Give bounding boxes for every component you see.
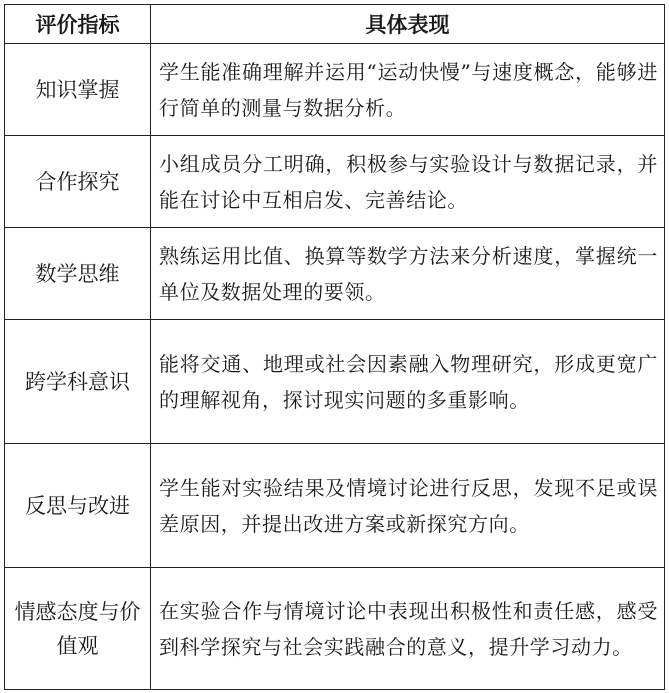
detail-cell: 在实验合作与情境讨论中表现出积极性和责任感，感受到科学探究与社会实践融合的意义，提升学习动力。 bbox=[151, 568, 665, 690]
table-row bbox=[5, 228, 665, 320]
detail-cell: 学生能对实验结果及情境讨论进行反思，发现不足或误差原因，并提出改进方案或新探究方向。 bbox=[151, 444, 665, 568]
detail-cell: 学生能准确理解并运用“运动快慢”与速度概念，能够进行简单的测量与数据分析。 bbox=[151, 44, 665, 136]
indicator-cell: 情感态度与价值观 bbox=[5, 568, 151, 690]
detail-cell: 熟练运用比值、换算等数学方法来分析速度，掌握统一单位及数据处理的要领。 bbox=[151, 228, 665, 320]
header-detail: 具体表现 bbox=[151, 5, 665, 44]
indicator-cell: 合作探究 bbox=[5, 136, 151, 228]
table-header bbox=[5, 5, 665, 44]
indicator-cell: 数学思维 bbox=[5, 228, 151, 320]
detail-cell: 小组成员分工明确，积极参与实验设计与数据记录，并能在讨论中互相启发、完善结论。 bbox=[151, 136, 665, 228]
indicator-cell: 反思与改进 bbox=[5, 444, 151, 568]
table-row bbox=[5, 320, 665, 444]
header-indicator: 评价指标 bbox=[5, 5, 151, 44]
detail-cell: 能将交通、地理或社会因素融入物理研究，形成更宽广的理解视角，探讨现实问题的多重影响。 bbox=[151, 320, 665, 444]
table-row bbox=[5, 44, 665, 136]
evaluation-table bbox=[4, 4, 665, 690]
table-row bbox=[5, 444, 665, 568]
table-row bbox=[5, 136, 665, 228]
indicator-cell: 跨学科意识 bbox=[5, 320, 151, 444]
table-row bbox=[5, 568, 665, 690]
table-body bbox=[5, 44, 665, 690]
header-row bbox=[5, 5, 665, 44]
indicator-cell: 知识掌握 bbox=[5, 44, 151, 136]
